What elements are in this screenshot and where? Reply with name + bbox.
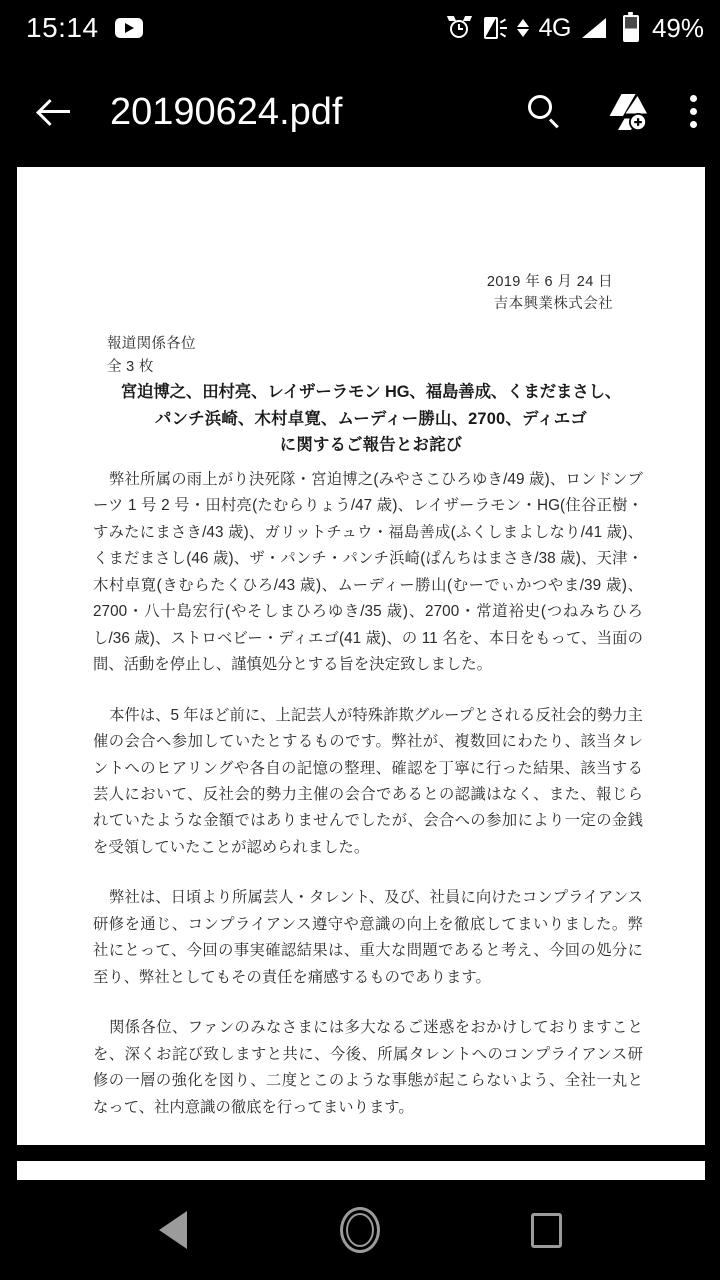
document-date: 2019 年 6 月 24 日 <box>486 274 613 290</box>
status-bar-left <box>26 14 143 42</box>
document-paragraph: 弊社所属の雨上がり決死隊・宮迫博之(みやさこひろゆき/49 歳)、ロンドンブーツ 1 号 2 号・田村亮(たむらりょう/47 歳)、レイザーラモン・HG(住谷正樹・すみたにまさき/43 歳)、ガリットチュウ・福島善成(ふくしまよしなり/41 歳)、くまだまさし(46 歳)、ザ・パンチ・パンチ浜崎(ぱんちはまさき/38 歳)、天津・木村卓寛(きむらたくひろ/43 歳)、ムーディー勝山(むーでぃかつやま/39 歳)、2700・八十島宏行(やそしまひろゆき/35 歳)、2700・常道裕史(つねみちひろし/36 歳)、ストロベビー・ディエゴ(41 歳)、の 11 名を、本日をもって、当面の間、活動を停止し、謹慎処分とする旨を決定致しました。 <box>93 471 643 674</box>
pdf-viewer[interactable] <box>0 167 720 1180</box>
document-title-line-2: パンチ浜崎、木村卓寛、ムーディー勝山、2700、ディエゴ <box>155 409 587 428</box>
document-addressee-block <box>107 333 196 379</box>
vibrate-mode-icon <box>482 15 508 41</box>
nav-home-circle-icon <box>340 1207 380 1253</box>
battery-icon <box>623 15 639 42</box>
nav-recents-square-icon <box>531 1213 562 1248</box>
nav-back-button[interactable] <box>138 1195 208 1265</box>
document-paragraph: 本件は、5 年ほど前に、上記芸人が特殊詐欺グループとされる反社会的勢力主催の会合へ参加していたとするものです。弊社が、複数回にわたり、該当タレントへのヒアリングや各自の記憶の整理、確認を丁寧に行った結果、該当する芸人において、反社会的勢力主催の会合であるとの認識はなく、また、報じられていたような金額ではありませんでしたが、会合への参加により一定の金銭を受領していたことが認められました。 <box>93 706 643 856</box>
drive-add-glyph <box>604 92 648 132</box>
document-title-line-3: に関するご報告とお詫び <box>279 436 463 455</box>
document-page-count: 全 3 枚 <box>107 359 154 376</box>
signal-bars-icon <box>580 17 606 39</box>
document-paragraphs <box>93 467 643 1121</box>
data-transfer-arrows-icon <box>517 15 530 41</box>
youtube-icon <box>115 18 143 38</box>
document-title-line-1: 宮迫博之、田村亮、レイザーラモン HG、福島善成、くまだまさし、 <box>120 383 622 401</box>
document-paragraph: 弊社は、日頃より所属芸人・タレント、及び、社員に向けたコンプライアンス研修を通じ、コンプライアンス遵守や意識の向上を徹底してまいりました。弊社にとって、今回の事実確認結果は、重大な問題であると考え、今回の処分に至り、弊社としてもその責任を痛感するものであります。 <box>93 889 643 986</box>
page-title: 20190624.pdf <box>110 90 343 133</box>
document-title <box>83 379 659 459</box>
app-bar-actions <box>524 92 698 132</box>
pdf-page-1 <box>17 167 705 1145</box>
document-paragraph: 関係各位、ファンのみなさまには多大なるご迷惑をおかけしておりますことを、深くお詫び致しますと共に、今後、所属タレントへのコンプライアンス研修の一層の強化を図り、二度とこのような事態が起こらないよう、全社一丸となって、社内意識の徹底を行ってまいります。 <box>93 1019 643 1116</box>
document-body <box>17 167 705 1145</box>
google-drive-add-icon[interactable] <box>604 92 648 132</box>
document-company: 吉本興業株式会社 <box>493 296 613 313</box>
alarm-clock-icon <box>447 15 473 41</box>
nav-back-triangle-icon <box>159 1211 187 1249</box>
system-navigation-bar <box>0 1180 720 1280</box>
network-type-label: 4G <box>538 13 571 42</box>
status-bar <box>0 0 720 56</box>
app-bar <box>0 56 720 167</box>
status-bar-right <box>447 15 704 42</box>
document-addressee: 報道関係各位 <box>107 336 196 352</box>
pdf-page-2 <box>17 1161 705 1180</box>
battery-percent-label: 49% <box>651 13 704 43</box>
status-clock: 15:14 <box>26 12 99 43</box>
more-vertical-icon[interactable] <box>688 92 698 132</box>
document-meta <box>487 271 613 316</box>
back-arrow-icon[interactable] <box>30 88 78 136</box>
nav-home-button[interactable] <box>325 1195 395 1265</box>
search-icon[interactable] <box>524 92 564 132</box>
nav-recents-button[interactable] <box>512 1195 582 1265</box>
